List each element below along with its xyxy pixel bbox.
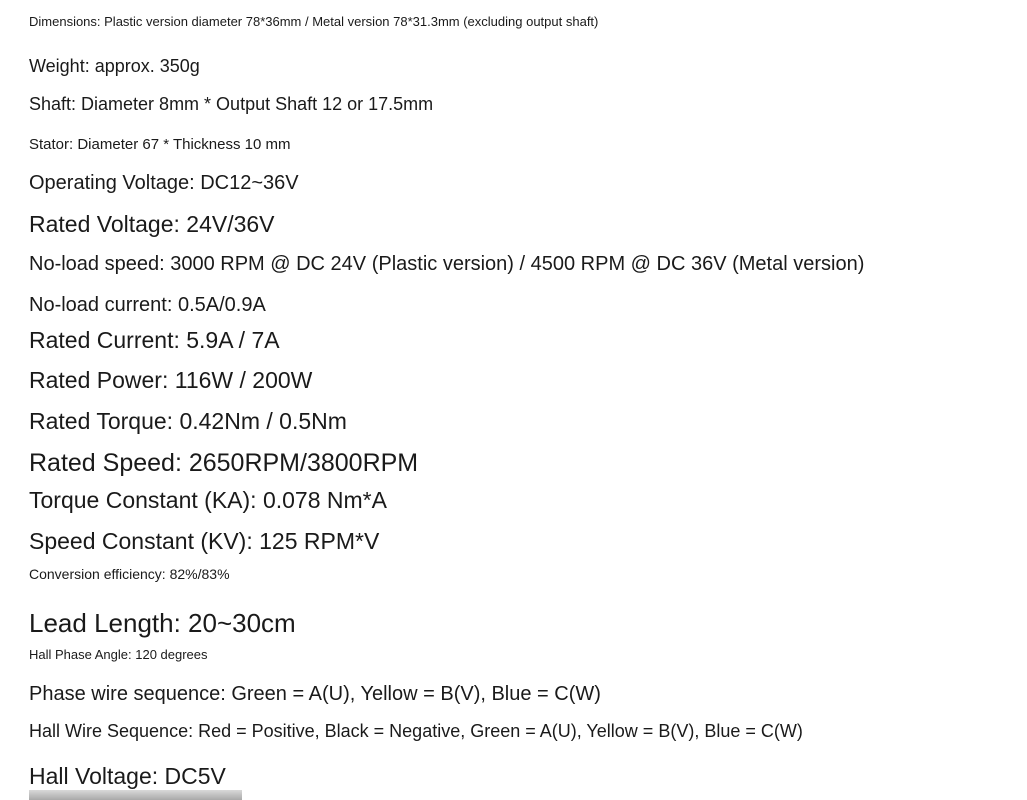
spec-stator: Stator: Diameter 67 * Thickness 10 mm (29, 136, 291, 153)
spec-lead-length: Lead Length: 20~30cm (29, 608, 296, 638)
spec-hall-voltage: Hall Voltage: DC5V (29, 763, 226, 789)
spec-conversion-efficiency: Conversion efficiency: 82%/83% (29, 566, 230, 582)
spec-speed-constant: Speed Constant (KV): 125 RPM*V (29, 528, 380, 554)
spec-no-load-current: No-load current: 0.5A/0.9A (29, 294, 266, 316)
spec-shaft: Shaft: Diameter 8mm * Output Shaft 12 or 17.5mm (29, 94, 434, 114)
spec-rated-speed: Rated Speed: 2650RPM/3800RPM (29, 449, 419, 477)
cropped-heading-graphic (28, 0, 268, 8)
spec-rated-voltage: Rated Voltage: 24V/36V (29, 211, 275, 237)
spec-torque-constant: Torque Constant (KA): 0.078 Nm*A (29, 487, 387, 513)
spec-no-load-speed: No-load speed: 3000 RPM @ DC 24V (Plastic version) / 4500 RPM @ DC 36V (Metal version) (29, 253, 865, 275)
spec-hall-phase-angle: Hall Phase Angle: 120 degrees (29, 647, 208, 662)
cropped-bottom-graphic (29, 790, 242, 800)
spec-phase-wire-sequence: Phase wire sequence: Green = A(U), Yellow = B(V), Blue = C(W) (29, 683, 601, 705)
spec-operating-voltage: Operating Voltage: DC12~36V (29, 172, 299, 194)
spec-weight: Weight: approx. 350g (29, 56, 200, 76)
spec-rated-torque: Rated Torque: 0.42Nm / 0.5Nm (29, 408, 347, 434)
spec-hall-wire-sequence: Hall Wire Sequence: Red = Positive, Black = Negative, Green = A(U), Yellow = B(V), Blue = C(W) (29, 721, 803, 741)
spec-rated-current: Rated Current: 5.9A / 7A (29, 327, 280, 353)
spec-rated-power: Rated Power: 116W / 200W (29, 367, 313, 393)
spec-dimensions: Dimensions: Plastic version diameter 78*36mm / Metal version 78*31.3mm (excluding output shaft) (29, 14, 599, 29)
